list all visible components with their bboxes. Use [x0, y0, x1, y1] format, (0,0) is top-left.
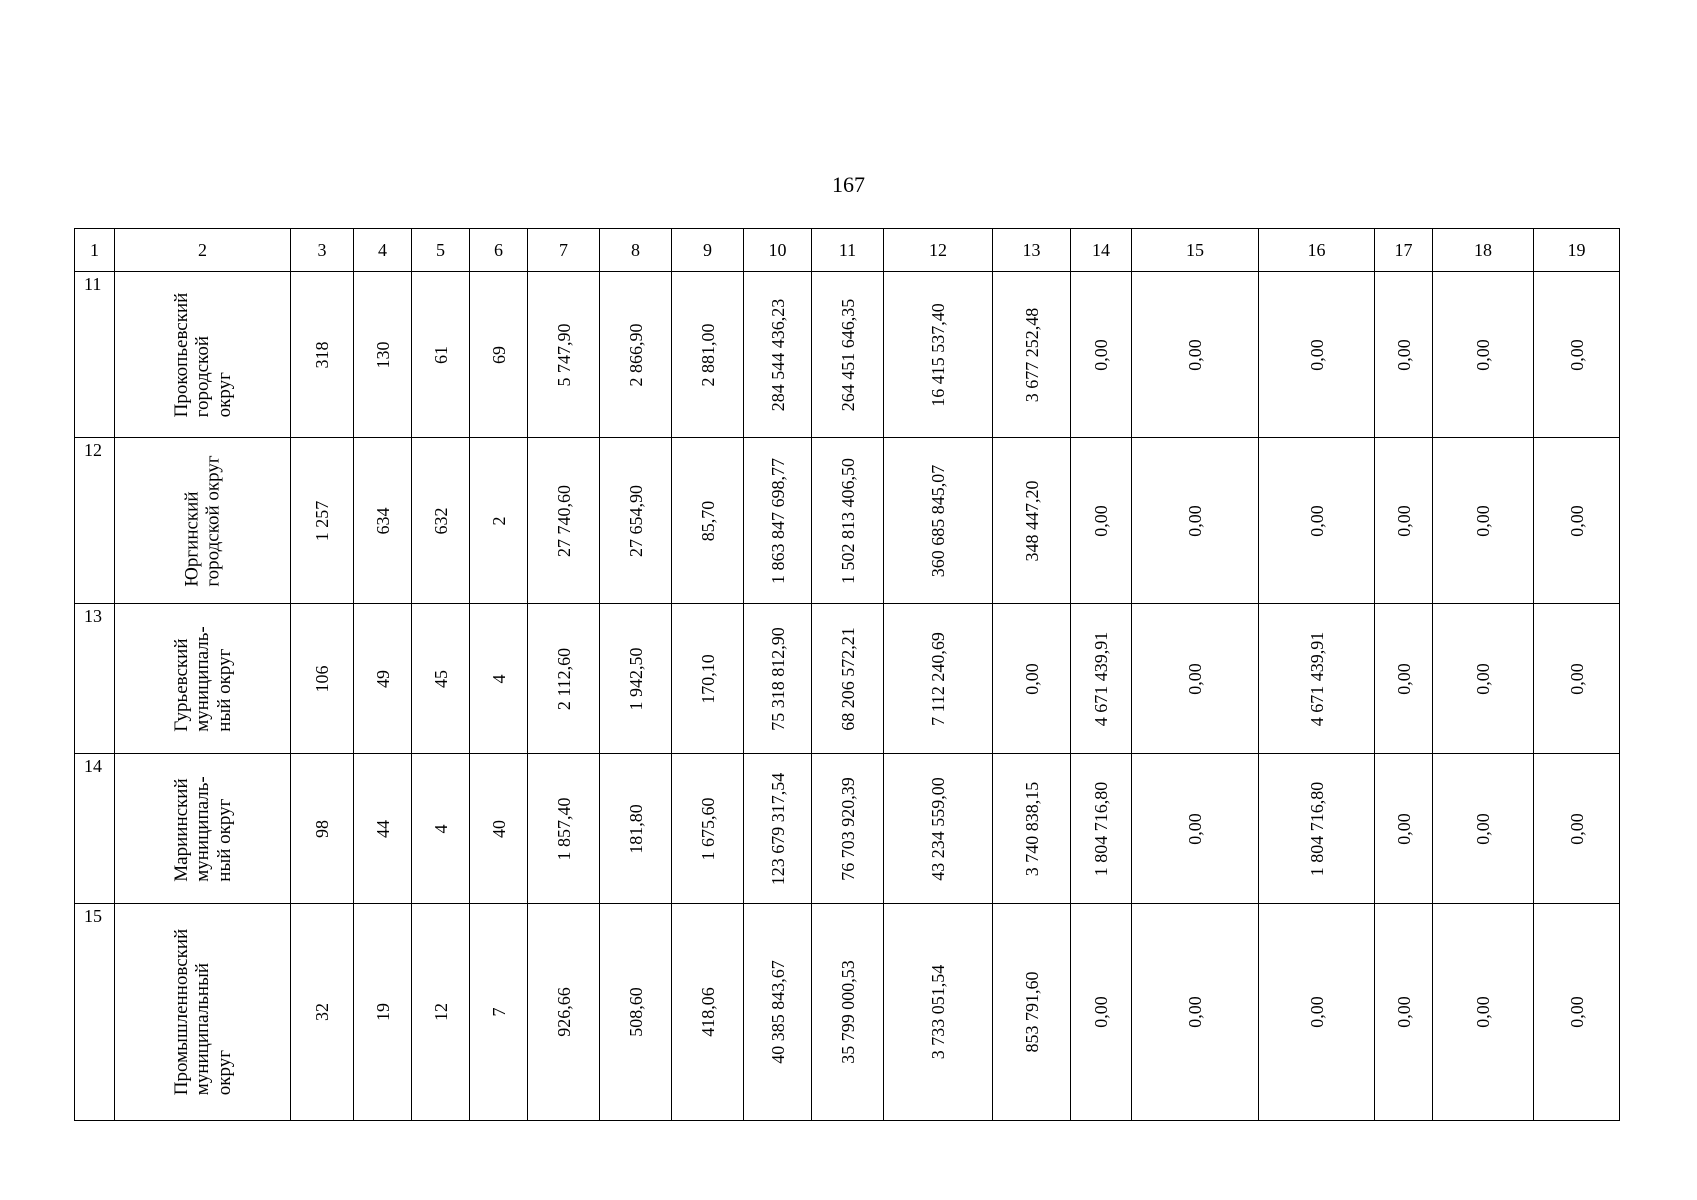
cell-value: 0,00 — [1091, 338, 1111, 371]
municipality-name-line: городской округ — [202, 454, 224, 587]
table-cell — [993, 604, 1071, 754]
table-row — [75, 438, 1620, 604]
column-header: 19 — [1534, 229, 1620, 272]
cell-value: 3 740 838,15 — [1021, 781, 1042, 876]
municipality-name-line: муниципаль- — [191, 775, 213, 882]
table-cell — [1375, 438, 1433, 604]
table-cell — [1375, 754, 1433, 904]
table-cell — [354, 904, 412, 1121]
cell-value: 12 — [430, 1003, 451, 1021]
cell-value: 68 206 572,21 — [837, 626, 858, 731]
column-header: 6 — [470, 229, 528, 272]
table-cell — [884, 754, 993, 904]
table-cell — [1375, 604, 1433, 754]
cell-value: 181,80 — [625, 803, 646, 854]
table-cell — [1132, 272, 1259, 438]
table-cell — [744, 272, 812, 438]
cell-value: 35 799 000,53 — [837, 960, 858, 1064]
table-cell — [354, 754, 412, 904]
cell-value: 130 — [372, 341, 393, 368]
table-cell — [744, 438, 812, 604]
cell-value: 45 — [430, 669, 451, 688]
cell-value: 5 747,90 — [553, 323, 574, 386]
table-cell — [1433, 272, 1534, 438]
column-header: 11 — [812, 229, 884, 272]
table-cell — [672, 904, 744, 1121]
header-row — [75, 229, 1620, 272]
cell-value: 0,00 — [1185, 812, 1205, 845]
municipality-name-line: муниципаль- — [191, 625, 213, 732]
cell-value: 4 671 439,91 — [1306, 631, 1327, 726]
table-row — [75, 604, 1620, 754]
table-row — [75, 272, 1620, 438]
municipality-name — [181, 455, 224, 586]
cell-value: 926,66 — [553, 987, 574, 1037]
cell-value: 360 685 845,07 — [928, 464, 948, 577]
cell-value: 44 — [372, 819, 393, 838]
cell-value: 1 942,50 — [625, 647, 646, 710]
table-cell — [672, 754, 744, 904]
table-cell — [291, 904, 354, 1121]
column-header: 8 — [600, 229, 672, 272]
municipality-name-line: ный округ — [213, 798, 235, 882]
table-cell — [470, 904, 528, 1121]
table-cell — [744, 754, 812, 904]
table-cell — [1071, 272, 1132, 438]
cell-value: 0,00 — [1473, 662, 1493, 695]
cell-value: 43 234 559,00 — [928, 776, 948, 881]
cell-value: 16 415 537,40 — [928, 302, 948, 407]
table-cell — [812, 754, 884, 904]
cell-value: 1 857,40 — [553, 797, 574, 860]
cell-value: 106 — [312, 665, 332, 692]
cell-value: 19 — [372, 1003, 393, 1021]
column-header: 2 — [115, 229, 291, 272]
municipality-cell — [115, 604, 291, 754]
municipality-name-line: Мариинский — [170, 777, 192, 882]
cell-value: 1 675,60 — [697, 797, 718, 860]
cell-value: 3 733 051,54 — [928, 964, 948, 1060]
cell-value: 264 451 646,35 — [837, 298, 858, 411]
column-header: 14 — [1071, 229, 1132, 272]
row-number-cell — [75, 904, 115, 1121]
column-header: 17 — [1375, 229, 1433, 272]
table-cell — [884, 438, 993, 604]
table-cell — [884, 272, 993, 438]
cell-value: 123 679 317,54 — [767, 772, 788, 885]
cell-value: 32 — [312, 1003, 332, 1021]
cell-value: 4 — [430, 824, 451, 833]
cell-value: 2 866,90 — [625, 323, 646, 386]
table-cell — [1071, 754, 1132, 904]
table-cell — [354, 438, 412, 604]
table-cell — [412, 272, 470, 438]
table-cell — [812, 604, 884, 754]
row-number: 12 — [84, 440, 102, 460]
municipality-name-line: Прокопьевский — [170, 292, 192, 417]
table-cell — [412, 604, 470, 754]
cell-value: 0,00 — [1185, 996, 1205, 1028]
cell-value: 170,10 — [697, 653, 718, 704]
column-header: 13 — [993, 229, 1071, 272]
cell-value: 2 112,60 — [553, 647, 574, 710]
column-header: 18 — [1433, 229, 1534, 272]
cell-value: 7 — [488, 1007, 509, 1017]
table-cell — [291, 754, 354, 904]
cell-value: 0,00 — [1566, 338, 1587, 371]
cell-value: 49 — [372, 669, 393, 688]
table-cell — [1534, 754, 1620, 904]
cell-value: 0,00 — [1393, 812, 1414, 845]
table-cell — [412, 754, 470, 904]
table-cell — [1534, 604, 1620, 754]
table-cell — [354, 604, 412, 754]
cell-value: 508,60 — [625, 987, 646, 1037]
table-cell — [1534, 438, 1620, 604]
table-cell — [1071, 438, 1132, 604]
table-cell — [1375, 904, 1433, 1121]
table-cell — [993, 272, 1071, 438]
cell-value: 418,06 — [697, 987, 718, 1037]
table-cell — [1132, 904, 1259, 1121]
row-number: 15 — [84, 906, 102, 926]
cell-value: 0,00 — [1566, 996, 1587, 1028]
cell-value: 85,70 — [697, 500, 718, 541]
cell-value: 27 740,60 — [553, 484, 574, 557]
table-cell — [1534, 904, 1620, 1121]
table-cell — [528, 604, 600, 754]
table-cell — [470, 754, 528, 904]
table-cell — [291, 438, 354, 604]
table-cell — [600, 438, 672, 604]
row-number-cell — [75, 272, 115, 438]
municipality-name — [171, 776, 235, 881]
table-cell — [993, 438, 1071, 604]
cell-value: 634 — [372, 507, 393, 534]
municipality-name-line: Юргинский — [181, 491, 203, 587]
cell-value: 0,00 — [1473, 504, 1493, 537]
cell-value: 27 654,90 — [625, 484, 646, 557]
cell-value: 98 — [312, 819, 332, 838]
page-number: 167 — [832, 172, 865, 197]
cell-value: 0,00 — [1021, 662, 1042, 695]
municipality-name-line: городской — [191, 335, 213, 417]
cell-value: 4 671 439,91 — [1091, 631, 1111, 726]
table-cell — [291, 272, 354, 438]
cell-value: 0,00 — [1566, 812, 1587, 845]
table-cell — [1132, 604, 1259, 754]
cell-value: 40 — [488, 819, 509, 838]
cell-value: 1 257 — [312, 500, 332, 541]
cell-value: 1 804 716,80 — [1306, 781, 1327, 876]
table-cell — [412, 438, 470, 604]
column-header: 5 — [412, 229, 470, 272]
column-header: 7 — [528, 229, 600, 272]
table-row — [75, 754, 1620, 904]
municipality-name-line: округ — [213, 371, 235, 417]
table-cell — [600, 272, 672, 438]
table-cell — [470, 272, 528, 438]
table-cell — [1534, 272, 1620, 438]
cell-value: 75 318 812,90 — [767, 626, 788, 731]
table-cell — [744, 904, 812, 1121]
table-cell — [672, 438, 744, 604]
cell-value: 0,00 — [1393, 504, 1414, 537]
row-number: 13 — [84, 606, 102, 626]
column-header: 4 — [354, 229, 412, 272]
table-cell — [812, 438, 884, 604]
table-cell — [470, 604, 528, 754]
cell-value: 4 — [488, 674, 509, 683]
municipality-cell — [115, 438, 291, 604]
cell-value: 0,00 — [1566, 504, 1587, 537]
table-cell — [1433, 904, 1534, 1121]
cell-value: 0,00 — [1091, 504, 1111, 537]
cell-value: 1 804 716,80 — [1091, 781, 1111, 876]
table-cell — [291, 604, 354, 754]
cell-value: 3 677 252,48 — [1021, 307, 1042, 402]
cell-value: 0,00 — [1473, 996, 1493, 1028]
cell-value: 632 — [430, 507, 451, 534]
table-cell — [672, 272, 744, 438]
cell-value: 0,00 — [1306, 504, 1327, 537]
municipality-name-line: Промышленновский — [170, 928, 192, 1096]
municipality-name-line: ный округ — [213, 648, 235, 732]
municipality-name-line: муниципальный — [191, 962, 213, 1096]
row-number: 11 — [84, 274, 102, 294]
table-cell — [528, 904, 600, 1121]
table-cell — [470, 438, 528, 604]
table-cell — [528, 754, 600, 904]
table-cell — [884, 904, 993, 1121]
cell-value: 2 881,00 — [697, 323, 718, 386]
table-cell — [528, 438, 600, 604]
table-cell — [812, 272, 884, 438]
cell-value: 0,00 — [1473, 338, 1493, 371]
table-cell — [1071, 904, 1132, 1121]
cell-value: 0,00 — [1306, 338, 1327, 371]
cell-value: 2 — [488, 516, 509, 525]
municipality-name — [171, 929, 235, 1095]
cell-value: 0,00 — [1393, 996, 1414, 1028]
cell-value: 1 502 813 406,50 — [837, 457, 858, 584]
column-header: 16 — [1259, 229, 1375, 272]
data-table — [74, 228, 1620, 1121]
table-cell — [1071, 604, 1132, 754]
table-cell — [672, 604, 744, 754]
table-row — [75, 904, 1620, 1121]
table-cell — [1259, 272, 1375, 438]
table-cell — [1132, 438, 1259, 604]
cell-value: 318 — [312, 341, 332, 368]
cell-value: 284 544 436,23 — [767, 298, 788, 411]
cell-value: 0,00 — [1393, 662, 1414, 695]
table-cell — [1259, 438, 1375, 604]
cell-value: 0,00 — [1185, 504, 1205, 537]
table-cell — [1433, 438, 1534, 604]
municipality-name — [171, 626, 235, 731]
table-cell — [812, 904, 884, 1121]
table-cell — [412, 904, 470, 1121]
cell-value: 348 447,20 — [1021, 480, 1042, 561]
cell-value: 61 — [430, 345, 451, 364]
table-cell — [1259, 754, 1375, 904]
row-number-cell — [75, 438, 115, 604]
table-cell — [1259, 604, 1375, 754]
cell-value: 1 863 847 698,77 — [767, 457, 788, 584]
column-header: 1 — [75, 229, 115, 272]
column-header: 12 — [884, 229, 993, 272]
cell-value: 7 112 240,69 — [928, 631, 948, 726]
cell-value: 0,00 — [1473, 812, 1493, 845]
cell-value: 0,00 — [1393, 338, 1414, 371]
cell-value: 0,00 — [1185, 662, 1205, 695]
municipality-cell — [115, 272, 291, 438]
cell-value: 853 791,60 — [1021, 971, 1042, 1053]
row-number-cell — [75, 604, 115, 754]
cell-value: 0,00 — [1566, 662, 1587, 695]
table-cell — [993, 754, 1071, 904]
table-cell — [1433, 604, 1534, 754]
cell-value: 69 — [488, 345, 509, 364]
cell-value: 76 703 920,39 — [837, 776, 858, 881]
table-cell — [1132, 754, 1259, 904]
table-cell — [1375, 272, 1433, 438]
column-header: 3 — [291, 229, 354, 272]
cell-value: 0,00 — [1185, 338, 1205, 371]
table-cell — [600, 904, 672, 1121]
municipality-name-line: Гурьевский — [170, 638, 192, 732]
municipality-name — [171, 292, 235, 417]
table-cell — [600, 754, 672, 904]
cell-value: 0,00 — [1306, 996, 1327, 1028]
table-cell — [600, 604, 672, 754]
table-cell — [1259, 904, 1375, 1121]
table-cell — [744, 604, 812, 754]
cell-value: 0,00 — [1091, 996, 1111, 1028]
table-cell — [528, 272, 600, 438]
table-cell — [884, 604, 993, 754]
table-cell — [1433, 754, 1534, 904]
table-cell — [993, 904, 1071, 1121]
row-number: 14 — [84, 756, 102, 776]
municipality-cell — [115, 904, 291, 1121]
row-number-cell — [75, 754, 115, 904]
cell-value: 40 385 843,67 — [767, 960, 788, 1064]
column-header: 15 — [1132, 229, 1259, 272]
table-cell — [354, 272, 412, 438]
column-header: 9 — [672, 229, 744, 272]
municipality-cell — [115, 754, 291, 904]
column-header: 10 — [744, 229, 812, 272]
municipality-name-line: округ — [213, 1049, 235, 1096]
